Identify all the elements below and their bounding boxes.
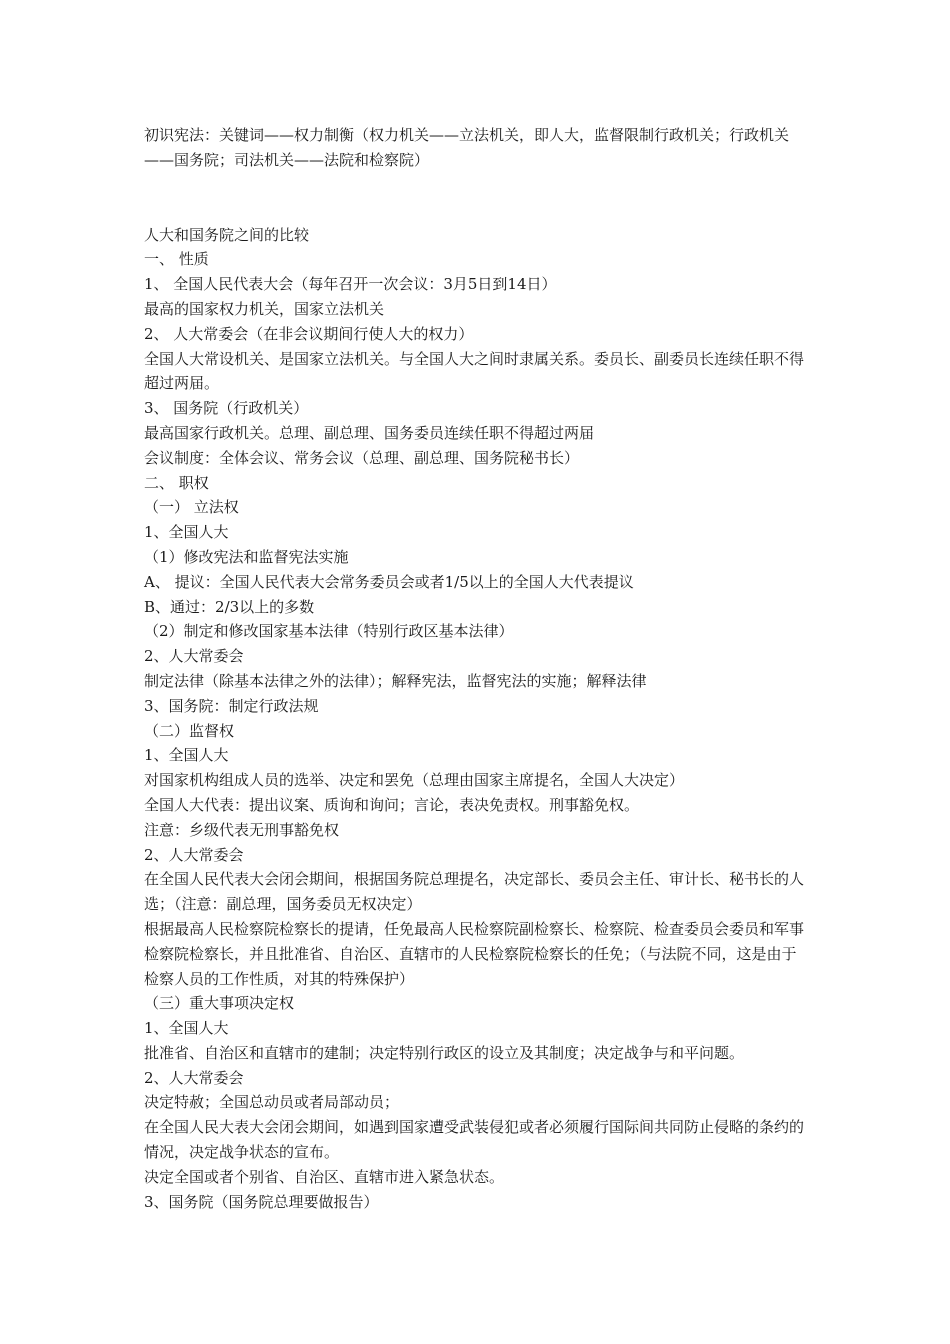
body-paragraph: 2、 人大常委会（在非会议期间行使人大的权力）: [144, 324, 474, 343]
body-paragraph: 全国人大代表：提出议案、质询和询问；言论，表决免责权。刑事豁免权。: [144, 795, 640, 814]
body-paragraph: 批准省、自治区和直辖市的建制；决定特别行政区的设立及其制度；决定战争与和平问题。: [144, 1043, 745, 1062]
body-paragraph: 3、国务院（国务院总理要做报告）: [144, 1192, 379, 1211]
body-paragraph: 1、全国人大: [144, 1019, 229, 1038]
body-paragraph: （二）监督权: [144, 721, 235, 740]
body-paragraph: 对国家机构组成人员的选举、决定和罢免（总理由国家主席提名，全国人大决定）: [144, 771, 685, 790]
body-paragraph: 决定全国或者个别省、自治区、直辖市进入紧急状态。: [144, 1167, 505, 1186]
body-paragraph: 全国人大常设机关、是国家立法机关。与全国人大之间时隶属关系。委员长、副委员长连续任职不得超过两届。: [144, 349, 805, 393]
body-paragraph: 根据最高人民检察院检察长的提请，任免最高人民检察院副检察长、检察院、检查委员会委员和军事检察院检察长，并且批准省、自治区、直辖市的人民检察院检察长的任免；（与法院不同，这是由于检察人员的工作性质，对其的特殊保护）: [144, 919, 805, 988]
body-paragraph: 最高国家行政机关。总理、副总理、国务委员连续任职不得超过两届: [144, 423, 595, 442]
body-paragraph: B、通过：2/3以上的多数: [144, 597, 315, 616]
body-paragraph: 1、全国人大: [144, 746, 229, 765]
body-paragraph: 1、 全国人民代表大会（每年召开一次会议：3月5日到14日）: [144, 275, 557, 294]
intro-paragraph: 初识宪法：关键词——权力制衡（权力机关——立法机关，即人大，监督限制行政机关；行政机关——国务院；司法机关——法院和检察院）: [144, 126, 790, 169]
body-paragraph: （三）重大事项决定权: [144, 994, 295, 1013]
body-paragraph: （一） 立法权: [144, 498, 239, 517]
body-paragraph: 2、人大常委会: [144, 647, 244, 666]
body-paragraph: 制定法律（除基本法律之外的法律）；解释宪法，监督宪法的实施；解释法律: [144, 671, 647, 690]
document-body: [144, 223, 810, 1215]
body-paragraph: 在全国人民代表大会闭会期间，根据国务院总理提名，决定部长、委员会主任、审计长、秘书长的人选；（注意：副总理，国务委员无权决定）: [144, 870, 805, 914]
body-paragraph: 二、 职权: [144, 473, 209, 492]
body-paragraph: 人大和国务院之间的比较: [144, 225, 310, 244]
body-paragraph: 2、人大常委会: [144, 845, 244, 864]
body-paragraph: 最高的国家权力机关，国家立法机关: [144, 299, 385, 318]
body-paragraph: 决定特赦；全国总动员或者局部动员；: [144, 1093, 400, 1112]
body-paragraph: 注意：乡级代表无刑事豁免权: [144, 820, 340, 839]
body-paragraph: 1、全国人大: [144, 523, 229, 542]
body-paragraph: A、 提议：全国人民代表大会常务委员会或者1/5以上的全国人大代表提议: [144, 572, 634, 591]
body-paragraph: 2、人大常委会: [144, 1068, 244, 1087]
body-paragraph: 3、国务院：制定行政法规: [144, 696, 319, 715]
body-paragraph: 会议制度：全体会议、常务会议（总理、副总理、国务院秘书长）: [144, 448, 580, 467]
body-paragraph: 在全国人民大表大会闭会期间，如遇到国家遭受武装侵犯或者必须履行国际间共同防止侵略的条约的情况，决定战争状态的宣布。: [144, 1118, 805, 1162]
body-paragraph: 3、 国务院（行政机关）: [144, 399, 309, 418]
body-paragraph: （2）制定和修改国家基本法律（特别行政区基本法律）: [144, 622, 514, 641]
paragraph-gap: [144, 173, 810, 223]
body-paragraph: （1）修改宪法和监督宪法实施: [144, 547, 349, 566]
body-paragraph: 一、 性质: [144, 250, 209, 269]
